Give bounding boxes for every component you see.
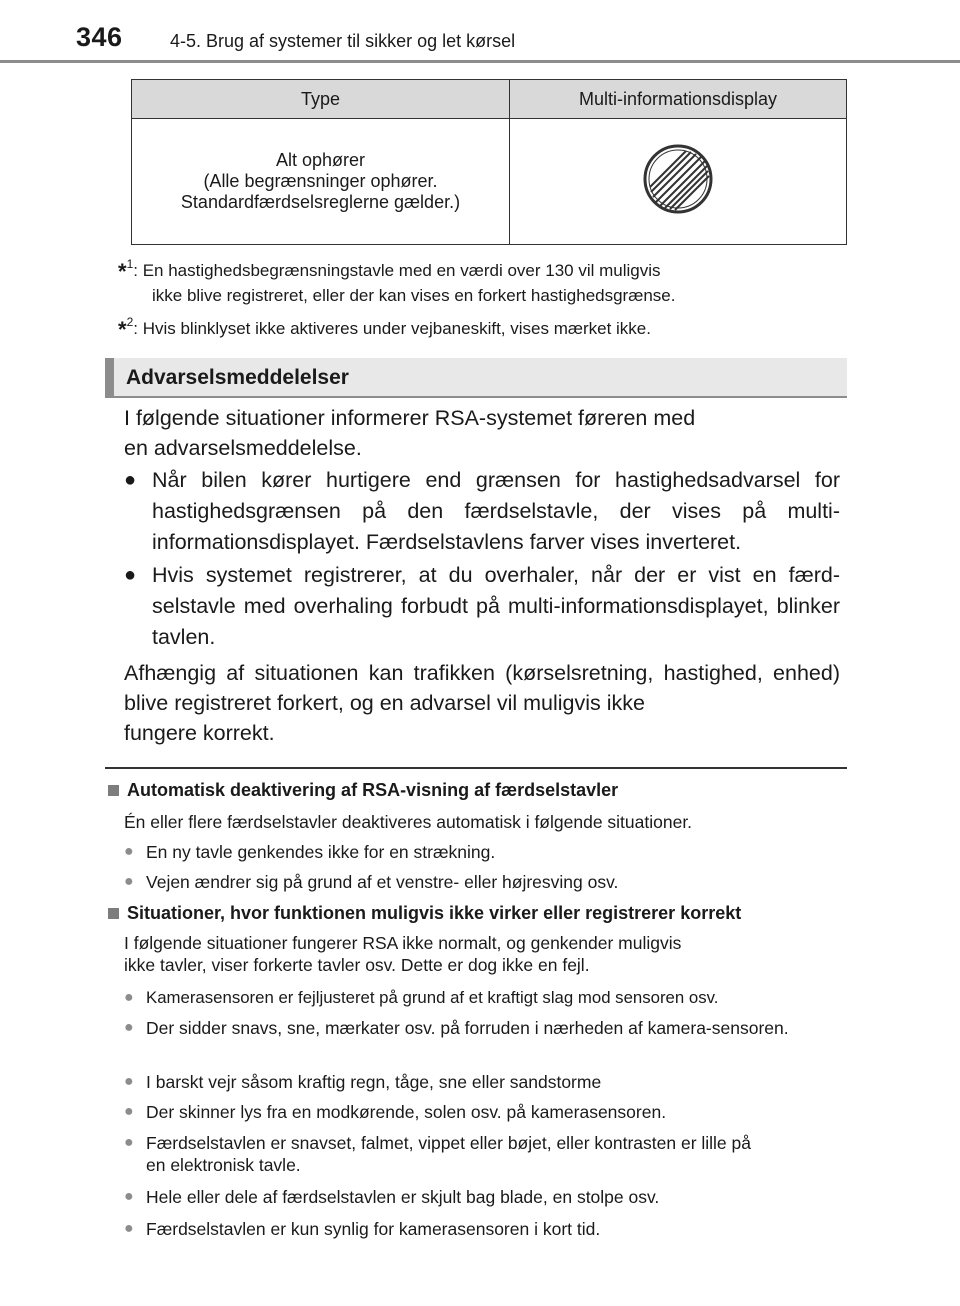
list-item [124,1017,840,1039]
situation-item: Der skinner lys fra en modkørende, solen osv. på kamerasensoren. [146,1102,667,1122]
list-item [124,465,840,558]
list-item [124,871,840,893]
list-item [124,1218,840,1240]
auto-item: Vejen ændrer sig på grund af et venstre- eller højresving osv. [146,872,619,892]
footnote-1-mark: 1 [126,257,134,271]
auto-text: Én eller flere færdselstavler deaktiveres automatisk i følgende situationer. [124,812,693,832]
page-number: 346 [76,22,123,52]
intro-line1: I følgende situationer informerer RSA-systemet føreren med [124,406,696,430]
footnote-2: *$^2$: Hvis blinklyset ikke aktiveres under vejbaneskift, vises mærket ikke. [118,315,651,342]
section-divider [105,767,847,769]
bullet-icon: ● [124,1188,134,1205]
sign-type-line3: Standardfærdselsreglerne gælder.) [180,192,461,212]
bullet-icon: ● [124,469,137,491]
table-header-row [132,80,847,119]
situation-paragraph [124,658,840,748]
page-header [0,0,960,64]
list-item [124,987,840,1009]
situations-heading-text: Situationer, hvor funktionen muligvis ikke virker eller registrerer korrekt [127,903,742,923]
situation-paragraph-text: Afhængig af situationen kan trafikken (kørselsretning, hastighed, enhed) blive registreret forkert, og en advarsel vil muligvis ikke [124,661,840,715]
bullet-icon: ● [124,1019,134,1036]
situation-item: I barskt vejr såsom kraftig regn, tåge, sne eller sandstorme [146,1072,602,1092]
square-bullet-icon [108,908,119,919]
situation-paragraph-end: fungere korrekt. [124,721,275,745]
list-item [124,1101,840,1123]
list-item [124,1132,764,1176]
bullet-icon: ● [124,989,134,1006]
sign-type-line2: (Alle begrænsninger ophører. [203,171,438,191]
bullet-icon: ● [124,1134,134,1151]
section-title: Advarselsmeddelelser [126,366,349,389]
end-of-all-restrictions-icon [641,142,715,216]
situation-item: Færdselstavlen er kun synlig for kamerasensoren i kort tid. [146,1219,601,1239]
bullet-icon: ● [124,843,134,860]
footnote-1: *$^1$: En hastighedsbegrænsningstavle med en værdi over 130 vil muligvis ikke blive registreret, eller der kan vises en forkert hastighedsgrænse. [118,257,675,308]
situation-item: Kamerasensoren er fejljusteret på grund af et kraftigt slag mod sensoren osv. [146,988,719,1007]
bullet-icon: ● [124,564,137,586]
situation-item: Færdselstavlen er snavset, falmet, vippet eller bøjet, eller kontrasten er lille på en elektronisk tavle. [146,1133,751,1175]
header-divider [0,60,960,63]
sign-display-cell [510,119,847,245]
bullet-icon: ● [124,1073,134,1090]
column-header-display: Multi-informationsdisplay [510,80,847,119]
section-heading-bar [105,358,847,398]
auto-heading [108,780,618,801]
situations-text [124,932,840,976]
sign-type-cell [132,119,510,245]
footnote-2-mark: 2 [126,315,134,329]
situation-item: Hele eller dele af færdselstavlen er skjult bag blade, en stolpe osv. [146,1187,660,1207]
square-bullet-icon [108,785,119,796]
bullet-icon: ● [124,1103,134,1120]
bullet-icon: ● [124,1220,134,1237]
situation-item: Der sidder snavs, sne, mærkater osv. på forruden i nærheden af kamera-sensoren. [146,1018,789,1038]
chapter-title: 4-5. Brug af systemer til sikker og let kørsel [170,31,516,51]
situations-heading [108,903,741,924]
sign-table [131,79,847,245]
bullet-icon: ● [124,873,134,890]
list-item [124,1071,840,1093]
section-accent [105,358,114,396]
situations-text-line1: I følgende situationer fungerer RSA ikke normalt, og genkender muligvis [124,933,682,953]
sign-type-line1: Alt ophører [275,150,366,170]
auto-item: En ny tavle genkendes ikke for en strækning. [146,842,496,862]
list-item [124,841,840,863]
list-item [124,1186,840,1208]
bullet-2-text: Hvis systemet registrerer, at du overhaler, når der er vist en færd-selstavle med overhaling forbudt på multi-informationsdisplayet, blinker tavlen. [152,563,840,649]
table-row [132,119,847,245]
list-item [124,560,840,653]
footnote-2-line1: : Hvis blinklyset ikke aktiveres under vejbaneskift, vises mærket ikke. [133,319,651,338]
intro-line2: en advarselsmeddelelse. [124,436,362,460]
footnote-1-line1: : En hastighedsbegrænsningstavle med en værdi over 130 vil muligvis [133,261,661,280]
column-header-type: Type [132,80,510,119]
situations-text-line2: ikke tavler, viser forkerte tavler osv. Dette er dog ikke en fejl. [124,955,590,975]
auto-heading-text: Automatisk deaktivering af RSA-visning af færdselstavler [127,780,619,800]
intro-text [124,403,840,463]
footnote-1-line2: ikke blive registreret, eller der kan vises en forkert hastighedsgrænse. [152,286,676,305]
bullet-1-text: Når bilen kører hurtigere end grænsen for hastighedsadvarsel for hastighedsgrænsen på den færdselstavle, der vises på multi-informationsdisplayet. Færdselstavlens farver vises inverteret. [152,468,840,554]
